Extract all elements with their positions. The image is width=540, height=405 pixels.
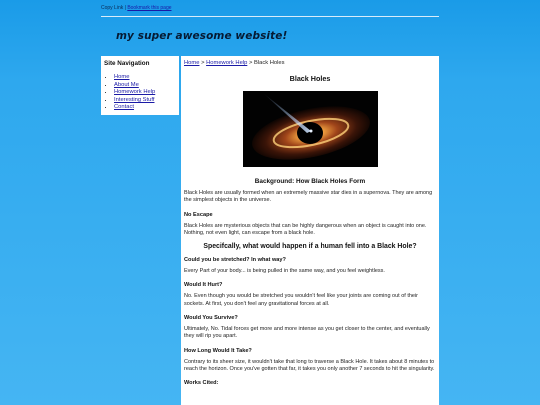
bookmark-link[interactable]: Bookmark this page: [127, 5, 172, 11]
sidebar-heading: Site Navigation: [104, 60, 150, 67]
sidebar-nav-list: [104, 74, 176, 112]
a4-paragraph: Contrary to its sheer size, it wouldn't take that long to traverse a Black Hole. It takes about 8 minutes to reach the horizon. Once you've gotten that far, it takes you only another 7 seconds to hit the singularity.: [184, 358, 435, 372]
no-escape-heading: No Escape: [184, 211, 213, 218]
sidebar-item-contact: [114, 104, 176, 112]
breadcrumb: [184, 60, 436, 66]
q2-heading: Would It Hurt?: [184, 282, 223, 289]
nav-link-interesting-stuff[interactable]: Interesting Stuff: [114, 96, 155, 103]
breadcrumb-separator: >: [247, 60, 254, 66]
sidebar-item-about: [114, 82, 176, 90]
top-links-separator: |: [123, 5, 128, 11]
sidebar-item-interesting: [114, 97, 176, 105]
site-title: my super awesome website!: [116, 30, 288, 42]
a2-paragraph: No. Even though you would be stretched you wouldn't feel like your joints are coming out of their sockets. At first, you don't feel any gravitational forces at all.: [184, 293, 419, 307]
works-cited-heading: Works Cited:: [184, 380, 219, 387]
sidebar: [101, 56, 179, 115]
nav-link-contact[interactable]: Contact: [114, 104, 134, 111]
header-divider: [101, 16, 439, 17]
no-escape-paragraph: Black Holes are mysterious objects that can be highly dangerous when an object is caught into one. Nothing, not even light, can escape from a black hole.: [184, 222, 427, 236]
black-hole-image: [243, 91, 378, 167]
sidebar-item-homework: [114, 89, 176, 97]
nav-link-home[interactable]: Home: [114, 74, 130, 80]
background-heading: Background: How Black Holes Form: [254, 178, 366, 185]
copy-link[interactable]: Copy Link: [101, 5, 124, 11]
main-content: [181, 56, 439, 405]
intro-paragraph: Black Holes are usually formed when an extremely massive star dies in a supernova. They are among the simplest objects in the universe.: [184, 190, 433, 204]
nav-link-about[interactable]: About Me: [114, 81, 139, 88]
breadcrumb-separator: >: [199, 60, 207, 66]
top-links: [101, 5, 172, 11]
q3-heading: Would You Survive?: [184, 315, 238, 322]
breadcrumb-home[interactable]: Home: [184, 60, 200, 66]
q1-heading: Could you be stretched? In what way?: [184, 257, 286, 264]
nav-link-homework-help[interactable]: Homework Help: [114, 89, 156, 96]
q4-heading: How Long Would It Take?: [184, 347, 252, 354]
sidebar-item-home: [114, 74, 176, 82]
question-heading: Specifcally, what would happen if a human fell into a Black Hole?: [203, 243, 417, 251]
breadcrumb-current: Black Holes: [253, 60, 285, 66]
page-title: Black Holes: [289, 74, 331, 83]
a3-paragraph: Ultimately, No. Tidal forces get more and more intense as you get closer to the center, and eventually they will rip you apart.: [184, 326, 430, 340]
breadcrumb-homework-help[interactable]: Homework Help: [206, 60, 248, 66]
a1-paragraph: Every Part of your body... is being pulled in the same way, and you feel weightless.: [184, 268, 385, 275]
